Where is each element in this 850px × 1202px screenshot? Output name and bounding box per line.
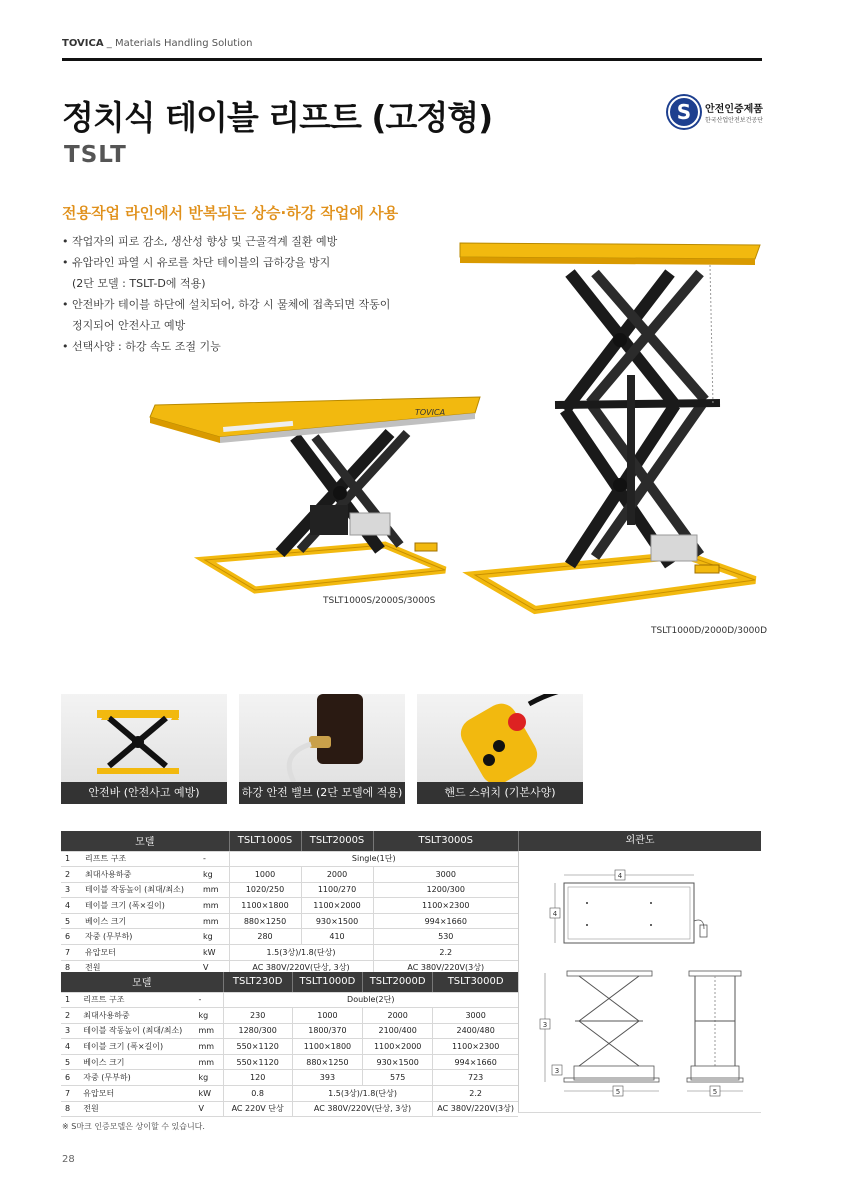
row-value: 2000	[363, 1008, 433, 1024]
row-value: 1800/370	[292, 1023, 362, 1039]
row-value: 1100/270	[301, 882, 373, 898]
header-brand-line	[62, 38, 252, 49]
table-head-model-name: TSLT2000D	[363, 972, 433, 992]
table-row	[61, 1039, 518, 1055]
row-value: 880×1250	[229, 913, 301, 929]
row-item: 유압모터	[81, 945, 199, 961]
safety-bar-icon	[61, 694, 227, 782]
row-value: 2100/400	[363, 1023, 433, 1039]
table-row	[61, 1070, 518, 1086]
double-lift-caption: TSLT1000D/2000D/3000D	[651, 626, 768, 636]
table-row	[61, 1101, 518, 1117]
cert-agency: 한국산업안전보건공단	[705, 117, 763, 124]
footnote: ※ S마크 인증모델은 상이할 수 있습니다.	[62, 1122, 205, 1131]
feature-item-cont: (2단 모델 : TSLT-D에 적용)	[72, 277, 206, 290]
row-value: 2000	[301, 867, 373, 883]
row-value: 550×1120	[223, 1039, 292, 1055]
outline-drawing	[518, 851, 761, 1113]
row-value: 0.8	[223, 1086, 292, 1102]
table-head-model-name: TSLT3000S	[373, 831, 518, 851]
table-head-model: 모델	[61, 972, 223, 992]
row-value: 230	[223, 1008, 292, 1024]
table-row	[61, 1054, 518, 1070]
row-value: 575	[363, 1070, 433, 1086]
row-item: 자중 (무부하)	[81, 929, 199, 945]
table-row	[61, 945, 518, 961]
photo-hand-switch	[417, 694, 583, 804]
row-value: 930×1500	[363, 1054, 433, 1070]
row-value: 2.2	[373, 945, 518, 961]
row-value: 550×1120	[223, 1054, 292, 1070]
feature-item: • 유압라인 파열 시 유로를 차단 테이블의 급하강을 방지	[62, 252, 390, 273]
brand-name: TOVICA	[62, 38, 104, 49]
table-head-model-name: TSLT1000D	[292, 972, 362, 992]
row-value: 2.2	[433, 1086, 518, 1102]
row-value: 1100×2300	[433, 1039, 518, 1055]
row-value: 994×1660	[373, 913, 518, 929]
photo-safety-valve	[239, 694, 405, 804]
row-value: AC 380V/220V(3상)	[373, 960, 518, 976]
dim-label: 5	[712, 1088, 718, 1096]
row-item: 테이블 크기 (폭×길이)	[81, 898, 199, 914]
table-row	[61, 929, 518, 945]
row-value: 393	[292, 1070, 362, 1086]
row-value: 530	[373, 929, 518, 945]
row-item: 최대사용하중	[79, 1008, 194, 1024]
dim-label: 3	[554, 1067, 560, 1075]
row-no: 5	[61, 1054, 79, 1070]
row-no: 3	[61, 882, 81, 898]
photo-caption: 핸드 스위치 (기본사양)	[417, 782, 583, 804]
row-item: 유압모터	[79, 1086, 194, 1102]
row-item: 테이블 크기 (폭×길이)	[79, 1039, 194, 1055]
row-unit: mm	[199, 898, 229, 914]
table-head-model-name: TSLT1000S	[229, 831, 301, 851]
row-no: 2	[61, 867, 81, 883]
row-item: 테이블 작동높이 (최대/최소)	[81, 882, 199, 898]
dim-label: 3	[542, 1021, 548, 1029]
single-lift-illustration	[145, 385, 490, 595]
row-no: 7	[61, 1086, 79, 1102]
table-row	[61, 882, 518, 898]
cert-label: 안전인증제품	[705, 104, 763, 115]
table-row	[61, 1023, 518, 1039]
s-mark-icon: S	[668, 96, 700, 128]
row-value: Single(1단)	[229, 851, 518, 867]
row-no: 2	[61, 1008, 79, 1024]
row-value: Double(2단)	[223, 992, 518, 1008]
row-value: 1000	[292, 1008, 362, 1024]
table-row	[61, 898, 518, 914]
certification-badge	[668, 96, 763, 128]
row-no: 6	[61, 929, 81, 945]
photo-safety-bar	[61, 694, 227, 804]
row-value: 723	[433, 1070, 518, 1086]
outline-title: 외관도	[518, 831, 761, 851]
row-no: 7	[61, 945, 81, 961]
table-row	[61, 913, 518, 929]
row-item: 베이스 크기	[81, 913, 199, 929]
spec-table-double	[61, 972, 518, 1117]
row-value: 410	[301, 929, 373, 945]
row-value: 1000	[229, 867, 301, 883]
hand-switch-icon	[417, 694, 583, 782]
row-unit: kg	[199, 929, 229, 945]
spec-table-single	[61, 831, 518, 976]
table-head-model-name: TSLT2000S	[301, 831, 373, 851]
row-item: 리프트 구조	[81, 851, 199, 867]
row-unit: V	[199, 960, 229, 976]
feature-item: • 선택사양 : 하강 속도 조절 기능	[62, 336, 390, 357]
row-unit: -	[195, 992, 224, 1008]
dim-label: 4	[552, 910, 558, 918]
section-name: _ Materials Handling Solution	[103, 38, 253, 49]
dim-label: 4	[617, 872, 623, 880]
row-item: 리프트 구조	[79, 992, 194, 1008]
row-value: 1200/300	[373, 882, 518, 898]
table-row	[61, 867, 518, 883]
row-unit: mm	[195, 1039, 224, 1055]
row-no: 5	[61, 913, 81, 929]
row-value: 1.5(3상)/1.8(단상)	[292, 1086, 432, 1102]
photo-caption: 하강 안전 밸브 (2단 모델에 적용)	[239, 782, 405, 804]
table-row	[61, 1008, 518, 1024]
brand-mark-small: TOVICA	[415, 408, 446, 417]
row-no: 3	[61, 1023, 79, 1039]
row-unit: kW	[199, 945, 229, 961]
row-no: 6	[61, 1070, 79, 1086]
table-head-model-name: TSLT3000D	[433, 972, 518, 992]
page-title: 정치식 테이블 리프트 (고정형)	[62, 98, 493, 137]
double-lift-illustration	[455, 235, 765, 625]
table-head-model-name: TSLT230D	[223, 972, 292, 992]
row-unit: -	[199, 851, 229, 867]
single-lift-caption: TSLT1000S/2000S/3000S	[323, 596, 436, 606]
row-no: 8	[61, 1101, 79, 1117]
table-row	[61, 992, 518, 1008]
page-number: 28	[62, 1154, 75, 1165]
row-value: 120	[223, 1070, 292, 1086]
row-no: 8	[61, 960, 81, 976]
dim-label: 5	[615, 1088, 621, 1096]
row-unit: kg	[199, 867, 229, 883]
row-value: 280	[229, 929, 301, 945]
row-no: 4	[61, 1039, 79, 1055]
row-value: 3000	[433, 1008, 518, 1024]
outline-diagram	[519, 851, 762, 1113]
header-rule	[62, 58, 762, 61]
row-item: 자중 (무부하)	[79, 1070, 194, 1086]
row-value: 1100×1800	[292, 1039, 362, 1055]
row-no: 4	[61, 898, 81, 914]
row-unit: mm	[199, 913, 229, 929]
row-item: 최대사용하중	[81, 867, 199, 883]
row-value: 1100×2300	[373, 898, 518, 914]
feature-item: • 작업자의 피로 감소, 생산성 향상 및 근골격계 질환 예방	[62, 231, 390, 252]
row-value: 994×1660	[433, 1054, 518, 1070]
row-value: 1100×2000	[363, 1039, 433, 1055]
feature-item: • 안전바가 테이블 하단에 설치되어, 하강 시 물체에 접촉되면 작동이	[62, 294, 390, 315]
row-value: AC 220V 단상	[223, 1101, 292, 1117]
table-head-model: 모델	[61, 831, 229, 851]
row-value: 3000	[373, 867, 518, 883]
row-item: 테이블 작동높이 (최대/최소)	[79, 1023, 194, 1039]
row-value: 1280/300	[223, 1023, 292, 1039]
feature-item-cont: 정지되어 안전사고 예방	[72, 319, 186, 332]
row-value: 1020/250	[229, 882, 301, 898]
row-value: 1100×1800	[229, 898, 301, 914]
row-value: AC 380V/220V(3상)	[433, 1101, 518, 1117]
row-no: 1	[61, 851, 81, 867]
row-value: AC 380V/220V(단상, 3상)	[292, 1101, 432, 1117]
row-unit: kg	[195, 1008, 224, 1024]
row-value: AC 380V/220V(단상, 3상)	[229, 960, 373, 976]
row-value: 1100×2000	[301, 898, 373, 914]
row-value: 2400/480	[433, 1023, 518, 1039]
row-item: 베이스 크기	[79, 1054, 194, 1070]
row-unit: mm	[195, 1023, 224, 1039]
valve-icon	[239, 694, 405, 782]
photo-caption: 안전바 (안전사고 예방)	[61, 782, 227, 804]
row-item: 전원	[79, 1101, 194, 1117]
feature-list	[62, 231, 390, 357]
row-unit: V	[195, 1101, 224, 1117]
row-unit: kW	[195, 1086, 224, 1102]
subtitle: 전용작업 라인에서 반복되는 상승·하강 작업에 사용	[62, 204, 399, 222]
row-value: 930×1500	[301, 913, 373, 929]
row-unit: mm	[199, 882, 229, 898]
row-unit: kg	[195, 1070, 224, 1086]
table-row	[61, 1086, 518, 1102]
row-value: 880×1250	[292, 1054, 362, 1070]
model-code: TSLT	[64, 142, 127, 168]
table-row	[61, 851, 518, 867]
row-unit: mm	[195, 1054, 224, 1070]
row-value: 1.5(3상)/1.8(단상)	[229, 945, 373, 961]
row-no: 1	[61, 992, 79, 1008]
row-item: 전원	[81, 960, 199, 976]
